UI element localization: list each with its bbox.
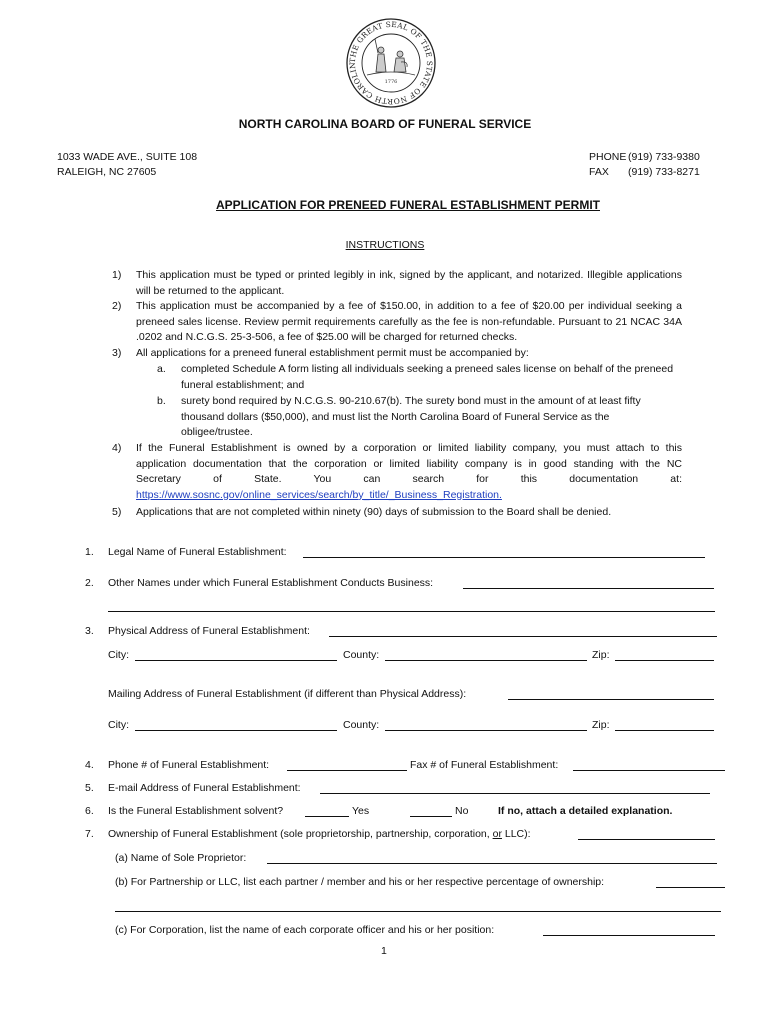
sub-item-text: completed Schedule A form listing all individuals seeking a preneed sales license on behalf of the preneed funeral establishment; and bbox=[181, 363, 674, 391]
city-label: City: bbox=[108, 649, 129, 661]
mailing-county-label: County: bbox=[343, 719, 380, 731]
legal-name-field[interactable] bbox=[303, 557, 705, 558]
solvent-yes-label: Yes bbox=[352, 805, 370, 817]
state-seal bbox=[345, 17, 437, 109]
sole-proprietor-label: (a) Name of Sole Proprietor: bbox=[115, 852, 247, 864]
form-title: APPLICATION FOR PRENEED FUNERAL ESTABLISHMENT PERMIT bbox=[215, 198, 600, 212]
instruction-text: All applications for a preneed funeral establishment permit must be accompanied by: bbox=[136, 347, 529, 359]
ownership-label bbox=[108, 828, 531, 840]
other-names-field[interactable] bbox=[463, 588, 714, 589]
ownership-label-post: LLC): bbox=[501, 828, 531, 840]
partnership-field-line-2[interactable] bbox=[115, 911, 721, 912]
mailing-zip-field[interactable] bbox=[615, 730, 714, 731]
county-label: County: bbox=[343, 649, 380, 661]
corporation-field[interactable] bbox=[543, 935, 715, 936]
seal-year: 1776 bbox=[384, 79, 398, 85]
address-line-2: RALEIGH, NC 27605 bbox=[57, 166, 157, 178]
solvent-no-label: No bbox=[455, 805, 469, 817]
zip-field[interactable] bbox=[615, 660, 714, 661]
solvent-yes-field[interactable] bbox=[305, 816, 349, 817]
sole-proprietor-field[interactable] bbox=[267, 863, 717, 864]
other-names-label: Other Names under which Funeral Establishment Conducts Business: bbox=[108, 577, 434, 589]
instruction-text: This application must be accompanied by a fee of $150.00, in addition to a fee of $20.00 per individual seeking a preneed sales license. Review permit requirements carefully as the fee is non-refundable. Pursuant to 21 NCAC 34A .0202 and N.C.G.S. 25-3-506, a fee of $25.00 will be charged for returned checks. bbox=[136, 300, 682, 344]
board-title: NORTH CAROLINA BOARD OF FUNERAL SERVICE bbox=[238, 117, 532, 131]
ownership-label-or: or bbox=[492, 828, 502, 840]
fax-label: FAX bbox=[589, 166, 609, 178]
solvent-no-field[interactable] bbox=[410, 816, 452, 817]
phone-number: (919) 733-9380 bbox=[628, 151, 700, 163]
question-number: 2. bbox=[85, 577, 94, 589]
instruction-number: 4) bbox=[112, 442, 122, 454]
mailing-county-field[interactable] bbox=[385, 730, 587, 731]
legal-name-label: Legal Name of Funeral Establishment: bbox=[108, 546, 287, 558]
mailing-zip-label: Zip: bbox=[592, 719, 610, 731]
question-number: 1. bbox=[85, 546, 94, 558]
instruction-number: 2) bbox=[112, 300, 122, 312]
seal-outer-text: THE GREAT SEAL OF THE STATE OF NORTH CAROLIN bbox=[347, 19, 435, 107]
address-line-1: 1033 WADE AVE., SUITE 108 bbox=[57, 151, 198, 163]
sub-item-letter: a. bbox=[157, 363, 166, 375]
instruction-text-last: Secretary of State. You can search for this documentation at: bbox=[136, 473, 682, 486]
partnership-label: (b) For Partnership or LLC, list each partner / member and his or her respective percentage of ownership: bbox=[115, 876, 605, 888]
page-number: 1 bbox=[381, 945, 387, 957]
instructions-heading: INSTRUCTIONS bbox=[345, 239, 425, 251]
question-number: 3. bbox=[85, 625, 94, 637]
county-field[interactable] bbox=[385, 660, 587, 661]
phone-field[interactable] bbox=[287, 770, 407, 771]
fax-number: (919) 733-8271 bbox=[628, 166, 700, 178]
zip-label: Zip: bbox=[592, 649, 610, 661]
instruction-text-line: If the Funeral Establishment is owned by a corporation or limited liability company, you must attach to this bbox=[136, 442, 682, 454]
mailing-address-label: Mailing Address of Funeral Establishment (if different than Physical Address): bbox=[108, 688, 467, 700]
instruction-number: 1) bbox=[112, 269, 122, 281]
solvent-note: If no, attach a detailed explanation. bbox=[498, 805, 673, 817]
question-number: 4. bbox=[85, 759, 94, 771]
mailing-address-field[interactable] bbox=[508, 699, 714, 700]
partnership-field[interactable] bbox=[656, 887, 725, 888]
instruction-text: This application must be typed or printed legibly in ink, signed by the applicant, and notarized. Illegible applications will be returned to the applicant. bbox=[136, 269, 682, 297]
instruction-text-line bbox=[136, 472, 682, 488]
sub-item-text: surety bond required by N.C.G.S. 90-210.67(b). The surety bond must in the amount of at least fifty thousand dollars ($50,000), and must list the North Carolina Board of Funeral Service as the obligee/trustee. bbox=[181, 395, 641, 439]
email-field[interactable] bbox=[320, 793, 710, 794]
sos-search-link[interactable]: https://www.sosnc.gov/online_services/search/by_title/_Business_Registration. bbox=[136, 488, 502, 501]
corporation-label: (c) For Corporation, list the name of each corporate officer and his or her position: bbox=[115, 924, 495, 936]
physical-address-field[interactable] bbox=[329, 636, 717, 637]
question-number: 5. bbox=[85, 782, 94, 794]
mailing-city-label: City: bbox=[108, 719, 129, 731]
instruction-text: Applications that are not completed within ninety (90) days of submission to the Board shall be denied. bbox=[136, 506, 612, 518]
solvent-label: Is the Funeral Establishment solvent? bbox=[108, 805, 284, 817]
ownership-label-pre: Ownership of Funeral Establishment (sole proprietorship, partnership, corporation, bbox=[108, 828, 493, 840]
ownership-field[interactable] bbox=[578, 839, 715, 840]
sub-item-letter: b. bbox=[157, 395, 166, 407]
physical-address-label: Physical Address of Funeral Establishment: bbox=[108, 625, 310, 637]
question-number: 7. bbox=[85, 828, 94, 840]
mailing-city-field[interactable] bbox=[135, 730, 337, 731]
question-number: 6. bbox=[85, 805, 94, 817]
phone-label: Phone # of Funeral Establishment: bbox=[108, 759, 270, 771]
phone-label: PHONE bbox=[589, 151, 627, 163]
fax-field[interactable] bbox=[573, 770, 725, 771]
instruction-number: 3) bbox=[112, 347, 122, 359]
instruction-number: 5) bbox=[112, 506, 122, 518]
city-field[interactable] bbox=[135, 660, 337, 661]
email-label: E-mail Address of Funeral Establishment: bbox=[108, 782, 301, 794]
instruction-text-line: application documentation that the corporation or limited liability company is in good standing with the NC bbox=[136, 457, 682, 470]
fax-label: Fax # of Funeral Establishment: bbox=[410, 759, 559, 771]
other-names-field-line-2[interactable] bbox=[108, 611, 715, 612]
